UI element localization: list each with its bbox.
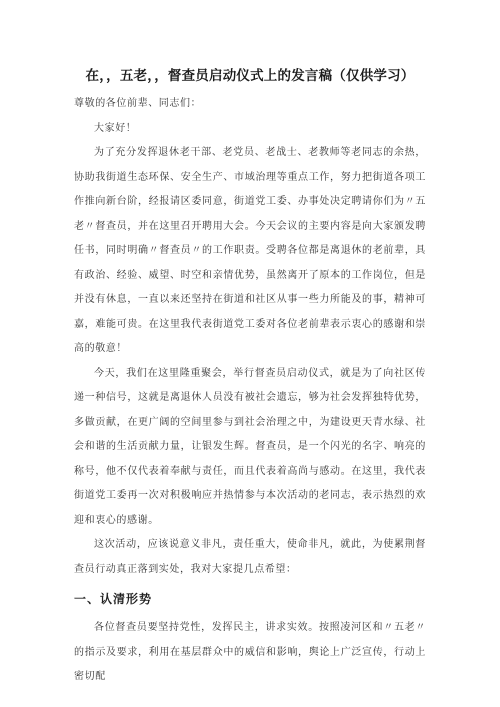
document-body — [74, 92, 426, 690]
document-title: 在，，五老，，督查员启动仪式上的发言稿（仅供学习） — [85, 68, 415, 84]
section-heading: 一、认清形势 — [74, 592, 153, 606]
paragraph-2: 今天，我们在这里隆重聚会，举行督查员启动仪式，就是为了向社区传递一种信号，这就是离退休人员没有被社会遗忘，够为社会发挥独特优势，多做贡献，在更广阔的空间里参与到社会治理之中，为建设更天青水绿、社会和谐的生活贡献力量，让银发生辉。督查员，是一个闪光的名字、响亮的称号，他不仅代表着奉献与责任，而且代表着高尚与感动。在这里，我代表街道党工委再一次对积极响应并热情参与本次活动的老同志，表示热烈的欢迎和衷心的感谢。 — [74, 367, 426, 526]
paragraph-3: 这次活动，应该说意义非凡，责任重大，使命非凡，就此，为使累荆督查员行动真正落到实处，我对大家提几点希望： — [74, 539, 426, 575]
paragraph-1: 为了充分发挥退休老干部、老党员、老战士、老教师等老同志的余热，协助我街道生态环保、安全生产、市域治理等重点工作，努力把街道各项工作推向新台阶，经报请区委同意，街道党工委、办事处决定聘请你们为〃五老〃督查员，并在这里召开聘用大会。今天会议的主要内容是向大家颁发聘任书，同时明确〃督查员〃的工作职责。受聘各位都是离退休的老前辈，具有政治、经验、威望、时空和亲情优势，虽然离开了原本的工作岗位，但是并没有休息，一直以来还坚持在街道和社区从事一些力所能及的事，精神可嘉，难能可贵。在这里我代表街道党工委对各位老前辈表示衷心的感谢和崇高的敬意！ — [74, 147, 426, 354]
section-paragraph: 各位督查员要坚持党性，发挥民主，讲求实效。按照凌河区和〃五老〃的指示及要求，利用在基层群众中的威信和影响，舆论上广泛宣传，行动上密切配 — [74, 622, 426, 682]
greeting: 大家好！ — [94, 122, 137, 134]
salutation: 尊敬的各位前辈、同志们： — [74, 98, 202, 109]
